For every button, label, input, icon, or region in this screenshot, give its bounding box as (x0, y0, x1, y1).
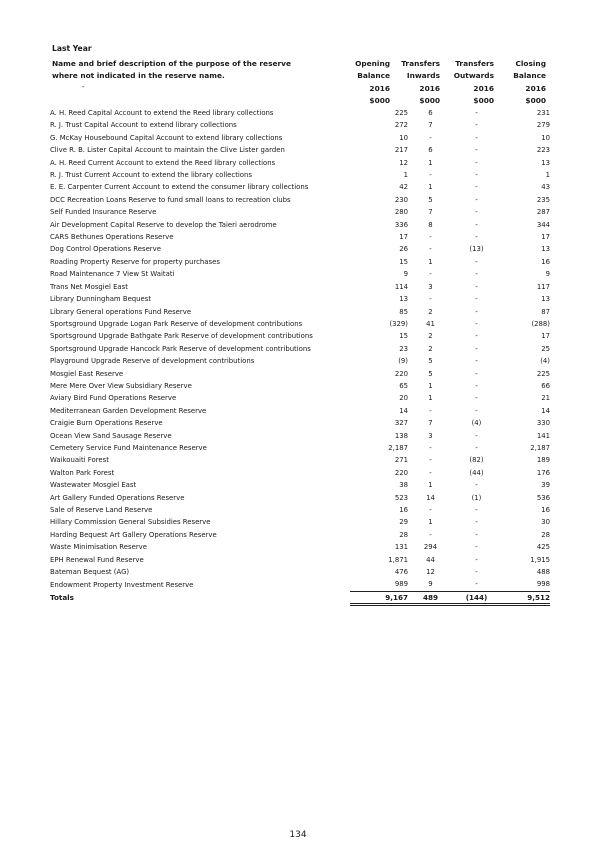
table-row (50, 430, 550, 442)
reserve-name: Endowment Property Investment Reserve (50, 580, 194, 589)
table-row (50, 529, 550, 541)
reserve-name: A. H. Reed Capital Account to extend the Reed library collections (50, 109, 274, 117)
closing-balance: 13 (541, 295, 550, 304)
transfers-inwards: - (429, 506, 432, 514)
opening-balance: (9) (398, 357, 408, 366)
reserve-name: G. McKay Housebound Capital Account to extend library collections (50, 133, 283, 142)
reserve-name: Roading Property Reserve for property purchases (50, 257, 220, 266)
header-closing-l2: Balance (513, 71, 546, 81)
closing-balance: 225 (536, 369, 550, 378)
opening-balance: 65 (399, 381, 408, 390)
opening-balance: 2,187 (388, 443, 408, 452)
table-row (50, 268, 550, 280)
reserve-name: Sportsground Upgrade Hancock Park Reserve of development contributions (50, 344, 311, 353)
closing-balance: 176 (536, 468, 550, 477)
reserve-name: Craigie Burn Operations Reserve (50, 419, 163, 428)
table-row (50, 442, 550, 454)
closing-balance: 9 (545, 270, 550, 279)
opening-balance: 29 (399, 518, 408, 527)
opening-balance: 1 (403, 171, 408, 180)
opening-balance: 138 (394, 431, 408, 440)
transfers-inwards: 1 (428, 518, 433, 527)
table-row (50, 281, 550, 293)
opening-balance: 28 (399, 530, 408, 539)
header-closing-l1: Closing (515, 59, 546, 68)
reserve-name: Trans Net Mosgiel East (50, 282, 128, 291)
header-closing-l4: $000 (525, 95, 546, 105)
closing-balance: 2,187 (530, 443, 550, 452)
opening-balance: 9 (403, 270, 408, 279)
transfers-inwards: 2 (428, 332, 433, 341)
transfers-inwards: 294 (423, 543, 438, 552)
table-row (50, 169, 550, 181)
header-opening-l3: 2016 (369, 83, 390, 93)
table-row (50, 368, 550, 380)
reserve-name: R. J. Trust Current Account to extend the library collections (50, 171, 252, 180)
reserve-name: Art Gallery Funded Operations Reserve (50, 493, 185, 502)
transfers-inwards: 1 (428, 183, 433, 192)
reserve-name: EPH Renewal Fund Reserve (50, 555, 144, 564)
table-row (50, 318, 550, 330)
transfers-outwards: - (475, 568, 478, 577)
reserve-name: Dog Control Operations Reserve (50, 245, 161, 254)
reserve-name: Sale of Reserve Land Reserve (50, 506, 153, 514)
closing-balance: 536 (536, 493, 550, 502)
opening-balance: 12 (399, 158, 408, 167)
table-row (50, 306, 550, 318)
transfers-outwards: - (475, 307, 478, 316)
table-row (50, 380, 550, 392)
closing-balance: 231 (536, 109, 550, 117)
transfers-outwards: - (475, 121, 478, 130)
header-closing-balance (498, 58, 546, 107)
opening-balance: 17 (399, 233, 408, 242)
transfers-inwards: - (429, 468, 432, 477)
opening-balance: 336 (394, 220, 408, 229)
transfers-outwards: - (475, 580, 478, 589)
table-row (50, 107, 550, 119)
transfers-outwards: - (475, 282, 478, 291)
table-row (50, 479, 550, 491)
reserve-name: Mosgiel East Reserve (50, 369, 124, 378)
opening-balance: 217 (394, 146, 408, 155)
transfers-inwards: - (429, 530, 432, 539)
table-row (50, 566, 550, 578)
opening-balance: 38 (399, 481, 408, 490)
closing-balance: (4) (540, 357, 550, 366)
closing-balance: 189 (536, 456, 550, 465)
table-row (50, 243, 550, 255)
transfers-outwards: - (475, 555, 478, 564)
transfers-outwards: - (475, 506, 478, 514)
closing-balance: (288) (531, 319, 550, 328)
header-opening-l1: Opening (355, 59, 390, 68)
opening-balance: 230 (394, 195, 408, 204)
totals-outwards: (144) (453, 591, 500, 604)
table-row (50, 392, 550, 404)
transfers-outwards: - (475, 319, 478, 328)
transfers-outwards: - (475, 481, 478, 490)
table-row (50, 132, 550, 144)
table-row (50, 454, 550, 466)
totals-closing: 9,512 (500, 591, 550, 604)
reserve-name: Road Maintenance 7 View St Waitati (50, 270, 175, 279)
opening-balance: 26 (399, 245, 408, 254)
transfers-inwards: - (429, 171, 432, 180)
closing-balance: 141 (536, 431, 550, 440)
closing-balance: 223 (536, 146, 550, 155)
transfers-outwards: - (475, 344, 478, 353)
closing-balance: 330 (536, 419, 550, 428)
reserve-name: Wastewater Mosgiel East (50, 481, 137, 490)
opening-balance: 10 (399, 133, 408, 142)
transfers-inwards: 1 (428, 158, 433, 167)
transfers-inwards: 14 (426, 493, 435, 502)
table-row (50, 256, 550, 268)
closing-balance: 117 (536, 282, 550, 291)
transfers-outwards: - (475, 257, 478, 266)
table-row (50, 516, 550, 528)
page-number: 134 (289, 830, 307, 840)
table-row (50, 181, 550, 193)
transfers-inwards: - (429, 245, 432, 254)
transfers-outwards: - (475, 146, 478, 155)
transfers-inwards: 7 (428, 121, 433, 130)
transfers-outwards: - (475, 270, 478, 279)
reserve-name: Bateman Bequest (AG) (50, 568, 130, 577)
transfers-inwards: - (429, 133, 432, 142)
opening-balance: 15 (399, 257, 408, 266)
transfers-outwards: (4) (471, 419, 482, 428)
transfers-inwards: 3 (428, 431, 433, 440)
transfers-outwards: - (475, 357, 478, 366)
table-row (50, 541, 550, 553)
transfers-inwards: 8 (428, 220, 433, 229)
transfers-outwards: - (475, 295, 478, 304)
reserve-name: Mediterranean Garden Development Reserve (50, 406, 207, 415)
reserve-name: Self Funded Insurance Reserve (50, 208, 157, 217)
totals-label: Totals (50, 592, 74, 602)
header-description-tick: - (82, 82, 85, 91)
transfers-outwards: - (475, 220, 478, 229)
transfers-inwards: 2 (428, 344, 433, 353)
header-description-line1: Name and brief description of the purpose of the reserve (52, 59, 291, 68)
reserves-table-body (50, 107, 550, 591)
reserve-name: Sportsground Upgrade Bathgate Park Reserve of development contributions (50, 332, 313, 341)
header-description-line2: where not indicated in the reserve name. (52, 71, 225, 81)
closing-balance: 66 (541, 381, 550, 390)
opening-balance: 220 (394, 369, 408, 378)
opening-balance: 42 (399, 183, 408, 192)
closing-balance: 1,915 (530, 555, 550, 564)
reserve-name: A. H. Reed Current Account to extend the Reed library collections (50, 158, 276, 167)
transfers-inwards: 5 (428, 357, 433, 366)
transfers-inwards: - (429, 406, 432, 415)
transfers-inwards: 1 (428, 394, 433, 403)
transfers-outwards: - (475, 543, 478, 552)
transfers-outwards: - (475, 171, 478, 180)
opening-balance: 13 (399, 295, 408, 304)
header-outwards-l4: $000 (473, 95, 494, 105)
table-row (50, 206, 550, 218)
transfers-outwards: - (475, 208, 478, 217)
transfers-outwards: - (475, 394, 478, 403)
opening-balance: 20 (399, 394, 408, 403)
transfers-outwards: (44) (469, 468, 484, 477)
closing-balance: 344 (536, 220, 550, 229)
transfers-outwards: - (475, 443, 478, 452)
header-opening-balance (340, 58, 390, 107)
header-opening-l4: $000 (369, 95, 390, 105)
opening-balance: 131 (394, 543, 408, 552)
reserve-name: Hillary Commission General Subsidies Reserve (50, 518, 211, 527)
reserve-name: Aviary Bird Fund Operations Reserve (50, 394, 177, 403)
transfers-outwards: - (475, 195, 478, 204)
reserve-name: Walton Park Forest (50, 468, 115, 477)
reserve-name: Harding Bequest Art Gallery Operations Reserve (50, 530, 217, 539)
reserve-name: Sportsground Upgrade Logan Park Reserve of development contributions (50, 319, 303, 328)
closing-balance: 13 (541, 158, 550, 167)
header-outwards-l1: Transfers (455, 59, 494, 68)
transfers-inwards: 2 (428, 307, 433, 316)
header-closing-l3: 2016 (525, 83, 546, 93)
reserve-name: Playground Upgrade Reserve of development contributions (50, 357, 255, 366)
transfers-inwards: 9 (428, 580, 433, 589)
transfers-inwards: 7 (428, 419, 433, 428)
transfers-inwards: 6 (428, 109, 433, 117)
transfers-inwards: 1 (428, 381, 433, 390)
opening-balance: 23 (399, 344, 408, 353)
reserve-name: Library General operations Fund Reserve (50, 307, 192, 316)
transfers-inwards: - (429, 270, 432, 279)
transfers-inwards: - (429, 456, 432, 465)
reserve-name: R. J. Trust Capital Account to extend library collections (50, 121, 237, 130)
opening-balance: 114 (394, 282, 408, 291)
closing-balance: 16 (541, 506, 550, 514)
header-inwards-l2: Inwards (406, 71, 440, 81)
closing-balance: 14 (541, 406, 550, 415)
header-opening-l2: Balance (357, 71, 390, 81)
closing-balance: 279 (536, 121, 550, 130)
totals-opening: 9,167 (350, 591, 408, 604)
transfers-inwards: 12 (426, 568, 435, 577)
reserve-name: CARS Bethunes Operations Reserve (50, 233, 174, 242)
transfers-outwards: - (475, 183, 478, 192)
opening-balance: 16 (399, 506, 408, 514)
table-row (50, 405, 550, 417)
header-transfers-inwards (391, 58, 440, 107)
header-transfers-outwards (442, 58, 494, 107)
table-row (50, 119, 550, 131)
transfers-outwards: - (475, 133, 478, 142)
opening-balance: 523 (394, 493, 408, 502)
table-row (50, 554, 550, 566)
transfers-inwards: 7 (428, 208, 433, 217)
closing-balance: 21 (541, 394, 550, 403)
transfers-outwards: (13) (469, 245, 484, 254)
transfers-inwards: - (429, 233, 432, 242)
closing-balance: 30 (541, 518, 550, 527)
table-row (50, 355, 550, 367)
transfers-inwards: 5 (428, 195, 433, 204)
table-row (50, 157, 550, 169)
table-row (50, 194, 550, 206)
closing-balance: 17 (541, 332, 550, 341)
transfers-outwards: - (475, 518, 478, 527)
transfers-inwards: 3 (428, 282, 433, 291)
table-row (50, 492, 550, 504)
closing-balance: 425 (536, 543, 550, 552)
closing-balance: 235 (536, 195, 550, 204)
transfers-inwards: - (429, 443, 432, 452)
table-row (50, 231, 550, 243)
reserves-table (50, 107, 550, 606)
transfers-inwards: - (429, 295, 432, 304)
closing-balance: 43 (541, 183, 550, 192)
closing-balance: 87 (541, 307, 550, 316)
reserve-name: Clive R. B. Lister Capital Account to maintain the Clive Lister garden (50, 146, 285, 155)
table-row (50, 417, 550, 429)
table-row (50, 219, 550, 231)
closing-balance: 488 (536, 568, 550, 577)
reserve-name: Cemetery Service Fund Maintenance Reserve (50, 443, 207, 452)
opening-balance: 14 (399, 406, 408, 415)
opening-balance: 272 (394, 121, 408, 130)
opening-balance: 280 (394, 208, 408, 217)
reserve-name: Waikouaiti Forest (50, 456, 109, 465)
table-row (50, 504, 550, 516)
transfers-outwards: - (475, 109, 478, 117)
table-row (50, 343, 550, 355)
reserve-name: Library Dunningham Bequest (50, 295, 152, 304)
reserve-name: E. E. Carpenter Current Account to extend the consumer library collections (50, 183, 309, 192)
transfers-inwards: 6 (428, 146, 433, 155)
opening-balance: 225 (394, 109, 408, 117)
closing-balance: 998 (536, 580, 550, 589)
header-outwards-l2: Outwards (453, 71, 494, 81)
closing-balance: 287 (536, 208, 550, 217)
transfers-outwards: - (475, 530, 478, 539)
opening-balance: 327 (394, 419, 408, 428)
closing-balance: 17 (541, 233, 550, 242)
transfers-outwards: - (475, 332, 478, 341)
reserve-name: Air Development Capital Reserve to develop the Taieri aerodrome (50, 220, 277, 229)
transfers-outwards: (1) (471, 493, 482, 502)
transfers-outwards: - (475, 369, 478, 378)
reserve-name: Mere Mere Over View Subsidiary Reserve (50, 381, 192, 390)
opening-balance: 220 (394, 468, 408, 477)
header-description (52, 58, 342, 92)
reserve-name: DCC Recreation Loans Reserve to fund small loans to recreation clubs (50, 195, 291, 204)
opening-balance: 271 (394, 456, 408, 465)
transfers-outwards: - (475, 431, 478, 440)
opening-balance: 15 (399, 332, 408, 341)
header-outwards-l3: 2016 (473, 83, 494, 93)
closing-balance: 1 (545, 171, 550, 180)
header-inwards-l1: Transfers (401, 59, 440, 68)
opening-balance: 476 (394, 568, 408, 577)
transfers-inwards: 41 (426, 319, 435, 328)
transfers-inwards: 5 (428, 369, 433, 378)
transfers-outwards: - (475, 406, 478, 415)
closing-balance: 28 (541, 530, 550, 539)
closing-balance: 39 (541, 481, 550, 490)
opening-balance: 85 (399, 307, 408, 316)
reserve-name: Waste Minimisation Reserve (50, 543, 147, 552)
transfers-outwards: (82) (469, 456, 484, 465)
closing-balance: 16 (541, 257, 550, 266)
opening-balance: (329) (389, 319, 408, 328)
transfers-outwards: - (475, 158, 478, 167)
transfers-inwards: 44 (426, 555, 435, 564)
opening-balance: 989 (394, 580, 408, 589)
totals-row (50, 591, 550, 604)
closing-balance: 13 (541, 245, 550, 254)
totals-inwards: 489 (408, 591, 453, 604)
transfers-outwards: - (475, 233, 478, 242)
reserve-name: Ocean View Sand Sausage Reserve (50, 431, 172, 440)
table-row (50, 293, 550, 305)
table-row (50, 467, 550, 479)
closing-balance: 25 (541, 344, 550, 353)
transfers-outwards: - (475, 381, 478, 390)
table-row (50, 144, 550, 156)
table-row (50, 578, 550, 591)
header-inwards-l4: $000 (419, 95, 440, 105)
transfers-inwards: 1 (428, 257, 433, 266)
opening-balance: 1,871 (388, 555, 408, 564)
transfers-inwards: 1 (428, 481, 433, 490)
header-inwards-l3: 2016 (419, 83, 440, 93)
table-row (50, 330, 550, 342)
closing-balance: 10 (541, 133, 550, 142)
section-title: Last Year (52, 44, 92, 53)
